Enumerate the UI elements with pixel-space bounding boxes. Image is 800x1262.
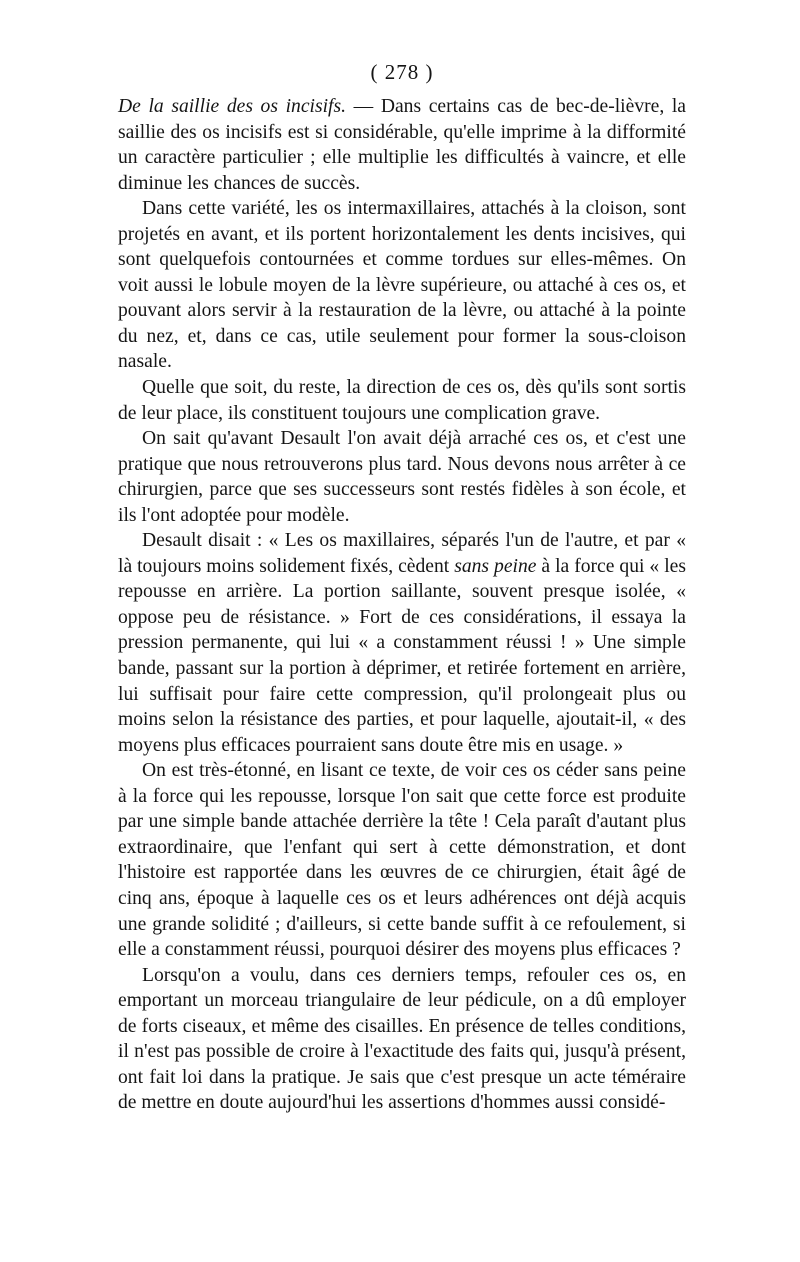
paragraph-5 bbox=[118, 528, 686, 758]
book-page bbox=[118, 58, 686, 1116]
paragraph-7: Lorsqu'on a voulu, dans ces derniers temps, refouler ces os, en emportant un morceau triangulaire de leur pédicule, on a dû employer de forts ciseaux, et même des cisailles. En présence de telles conditions, il n'est pas possible de croire à l'exactitude des faits qui, jusqu'à présent, ont fait loi dans la pratique. Je sais que c'est presque un acte téméraire de mettre en doute aujourd'hui les assertions d'hommes aussi considé- bbox=[118, 964, 686, 1114]
emphasis-sans-peine: sans peine bbox=[454, 555, 537, 577]
paragraph-5-text-before: Desault disait : « Les os maxillaires, séparés l'un de l'autre, et par « là toujours moins solidement fixés, cèdent bbox=[118, 530, 686, 577]
page-number: ( 278 ) bbox=[370, 60, 434, 84]
paragraph-1 bbox=[118, 94, 686, 196]
section-heading: De la saillie des os incisifs. bbox=[118, 96, 347, 117]
paragraph-2: Dans cette variété, les os intermaxillaires, attachés à la cloison, sont projetés en avant, et ils portent horizontalement les dents incisives, qui sont quelquefois contournées et comme tordues sur elles-mêmes. On voit aussi le lobule moyen de la lèvre supérieure, ou attaché à ces os, et pouvant alors servir à la restauration de la lèvre, ou attaché à la pointe du nez, et, dans ce cas, utile seulement pour former la sous-cloison nasale. bbox=[118, 198, 686, 373]
paragraph-6: On est très-étonné, en lisant ce texte, de voir ces os céder sans peine à la force qui les repousse, lorsque l'on sait que cette force est produite par une simple bande attachée derrière la tête ! Cela paraît d'autant plus extraordinaire, que l'enfant qui sert à cette démonstration, et dont l'histoire est rapportée dans les œuvres de ce chirurgien, était âgé de cinq ans, époque à laquelle ces os et leurs adhérences ont déjà acquis une grande solidité ; d'ailleurs, si cette bande suffit à ce refoulement, si elle a constamment réussi, pourquoi désirer des moyens plus efficaces ? bbox=[118, 760, 686, 961]
paragraph-5-text-after: à la force qui « les repousse en arrière. La portion saillante, souvent presque isolée, « oppose peu de résistance. » Fort de ces considérations, il essaya la pression permanente, qui lui « a constamment réussi ! » Une simple bande, passant sur la portion à déprimer, et retirée fortement en arrière, lui suffisait pour faire cette compression, qu'il prolongeait plus ou moins selon la résistance des parties, et pour laquelle, ajoutait-il, « des moyens plus efficaces pourraient sans doute être mis en usage. » bbox=[118, 555, 686, 756]
paragraph-1-text: — Dans certains cas de bec-de-lièvre, la saillie des os incisifs est si considérable, qu'elle imprime à la difformité un caractère particulier ; elle multiplie les difficultés à vaincre, et elle diminue les chances de succès. bbox=[118, 96, 686, 194]
paragraph-4: On sait qu'avant Desault l'on avait déjà arraché ces os, et c'est une pratique que nous retrouverons plus tard. Nous devons nous arrêter à ce chirurgien, parce que ses successeurs sont restés fidèles à son école, et ils l'ont adoptée pour modèle. bbox=[118, 428, 686, 526]
body-text bbox=[118, 94, 686, 1116]
paragraph-3: Quelle que soit, du reste, la direction de ces os, dès qu'ils sont sortis de leur place, ils constituent toujours une complication grave. bbox=[118, 377, 686, 424]
